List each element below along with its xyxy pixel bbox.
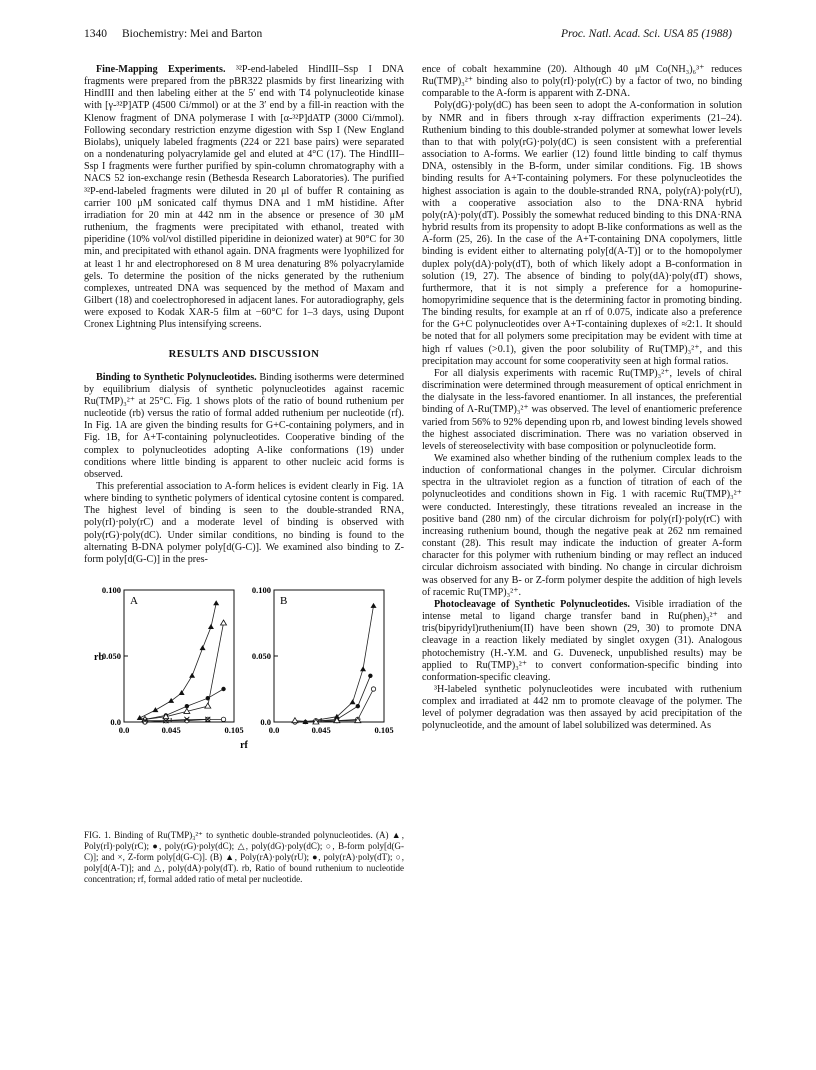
polydg-paragraph: Poly(dG)·poly(dC) has been seen to adopt the A-conformation in solution by NMR and in fibers through x-ray diffraction experiments (21–24). Ruthenium binding to this double-stranded polymer at somewhat lower levels than to that with poly(rG)·poly(dC) is seen consistent with a preferential association to A-forms. We earlier (12) found little binding to calf thymus DNA, ostensibly in the B-form, under similar conditions. Fig. 1B shows binding results for A+T-containing polymers. For these polynucleotides the highest association is again to the double-stranded RNA, poly(rA)·poly(rU), with a cooperative association also to the DNA·RNA hybrid poly(rA)·poly(dT). Possibly the somewhat reduced binding to this DNA·RNA hybrid results from its propensity to adopt B-like conformations as well as the A-form (25, 26). In the case of the A+T-containing DNA copolymers, little binding is evident either to alternating poly[d(A-T)] or to the homopolymer duplex poly(dA)·poly(dT), both of which likely adopt a B-conformation in solution (19, 27). The absence of binding to poly(dA)·poly(dT) shows, furthermore, that it is not simply a preference for a homopurine-homopyrimidine sequence that is the determining factor in promoting binding. The binding results, for example at an rf of 0.075, indicate also a preference for the G+C polynucleotides over A+T-containing duplexes of ≈2:1. It should be noted that for all polymers some precipitation may be evident with time at high rf values (>0.1), given the poor solubility of Ru(TMP)₃²⁺, and this precipitation may account for some cooperativity seen at high formal ratios. [422, 100, 742, 367]
binding-paragraph [84, 372, 404, 481]
figure-1 [84, 572, 404, 828]
dialysis-paragraph: For all dialysis experiments with racemic Ru(TMP)₃²⁺, levels of chiral discrimination were determined through measurement of optical enrichment in the dialysate in the less-favored enantiomer. In all instances, the preferential binding of Λ-Ru(TMP)₃²⁺ was observed. The level of enantiomeric preference varied from 56% to 92% depending upon rb, and lowest binding levels showed the highest associated discrimination. There was no variation observed in levels of stereoselectivity with base composition or polynucleotide form. [422, 367, 742, 452]
fine-mapping-paragraph [84, 64, 404, 331]
data-point-filled-circle [221, 687, 225, 691]
data-point-filled-triangle [179, 690, 185, 695]
left-column [84, 64, 404, 885]
page-number: 1340 [84, 28, 107, 40]
series-curve-filled-circle [305, 676, 370, 722]
y-tick-label-B: 0.0 [260, 717, 271, 728]
binding-heading: Binding to Synthetic Polynucleotides. [96, 371, 257, 383]
data-point-open-triangle [221, 620, 227, 625]
panel-letter-B: B [280, 595, 288, 608]
photocleavage-text: Visible irradiation of the intense metal to ligand charge transfer band in Ru(phen)₃²⁺ and tris(bipyridyl)ruthenium(II) have been shown (29, 30) to promote DNA cleavage in a reaction likely mediated by singlet oxygen (31). Analogous photochemistry (H.-Y.M. and G. Duveneck, unpublished results) may be applied to Ru(TMP)₃²⁺ to convert conformation-specific binding into conformation-specific cleaving. [422, 598, 742, 683]
data-point-filled-triangle [168, 698, 174, 703]
x-tick-label-B: 0.045 [311, 725, 331, 736]
data-point-open-triangle [205, 703, 211, 708]
figure-caption: FIG. 1. Binding of Ru(TMP)₃²⁺ to synthetic double-stranded polynucleotides. (A) ▲, Poly(rI)·poly(rC); ●, poly(rG)·poly(dC); △, poly(dG)·poly(dC); ○, B-form poly[d(G-C)]; and ×, Z-form poly[d(G-C)]. (B) ▲, Poly(rA)·poly(rU); ●, poly(rA)·poly(dT); ○, poly[d(A-T)]; and △, poly(dA)·poly(dT). rb, Ratio of bound ruthenium to nucleotide concentration; rf, formal added ratio of metal per nucleotide. [84, 830, 404, 885]
right-column [422, 64, 742, 733]
data-point-filled-triangle [137, 715, 143, 720]
x-axis-label: rf [240, 740, 248, 752]
photocleavage-paragraph [422, 599, 742, 684]
page-header [84, 28, 732, 44]
data-point-filled-triangle [350, 699, 356, 704]
data-point-filled-triangle [360, 666, 366, 671]
x-tick-label-A: 0.045 [161, 725, 181, 736]
data-point-filled-triangle [208, 624, 214, 629]
binding-text: Binding isotherms were determined by equilibrium dialysis of synthetic polynucleotides against racemic Ru(TMP)₃²⁺ at 25°C. Fig. 1 shows plots of the ratio of bound ruthenium per nucleotide (rb) versus the ratio of formal added ruthenium per nucleotide (rf). In Fig. 1A are given the binding results for G+C-containing polymers, and in Fig. 1B, for A+T-containing polynucleotides. Cooperative binding of the complex to polynucleotides adopting A-like conformations (19) under conditions where little binding is apparent to other nucleic acid forms is observed. [84, 371, 404, 480]
y-axis-label-A: rb [94, 652, 104, 664]
series-curve-filled-circle [145, 689, 224, 719]
data-point-open-circle [371, 687, 375, 691]
data-point-filled-triangle [213, 600, 219, 605]
data-point-filled-circle [368, 674, 372, 678]
y-tick-label-B: 0.100 [251, 585, 271, 596]
x-tick-label-B: 0.0 [268, 725, 280, 736]
data-point-filled-triangle [152, 707, 158, 712]
y-tick-label-A: 0.0 [110, 717, 121, 728]
series-curve-filled-triangle [305, 606, 373, 722]
section-title: RESULTS AND DISCUSSION [168, 349, 320, 361]
aform-paragraph: This preferential association to A-form helices is evident clearly in Fig. 1A where binding to synthetic polymers of identical cytosine content is compared. The highest level of binding is seen to the double-stranded RNA, poly(rI)·poly(rC) and a moderate level of binding is observed with poly(rG)·poly(dC). Under similar conditions, no binding is found to the alternating B-DNA polymer poly[d(G-C)]. We examined also binding to Z-form poly[d(G-C)] in the pres- [84, 481, 404, 565]
series-curve-filled-triangle [140, 603, 217, 718]
cd-paragraph: We examined also whether binding of the ruthenium complex leads to the induction of conformational changes in the polymer. Circular dichroism spectra in the ultraviolet region as a function of titration of each of the polynucleotides and conditions shown in Fig. 1 with racemic Ru(TMP)₃²⁺ were conducted. Interestingly, these titrations revealed an increase in the positive band (280 nm) of the circular dichroism for poly(rI)·poly(rC) with increasing ruthenium bound, though the negative peak at 262 nm remained constant (28). This result may indicate the induction of greater A-form character for this polymer with ruthenium binding or may reflect an induced circular dichroism associated with binding. No change in circular dichroism was observed for any B- or Z-form polymer despite the addition of high levels of racemic Ru(TMP)₃²⁺. [422, 453, 742, 598]
data-point-open-triangle [292, 718, 298, 723]
data-point-filled-triangle [371, 603, 377, 608]
x-tick-label-A: 0.105 [224, 725, 244, 736]
data-point-filled-triangle [200, 645, 206, 650]
continued-paragraph: ence of cobalt hexammine (20). Although 40 μM Co(NH₃)₆³⁺ reduces Ru(TMP)₃²⁺ binding also to poly(rI)·poly(rC) by a factor of two, no binding comparable to the A-form is apparent with Z-DNA. [422, 64, 742, 100]
y-tick-label-B: 0.050 [251, 651, 271, 662]
journal-section: Biochemistry: Mei and Barton [122, 28, 263, 40]
panel-frame-B [274, 590, 384, 722]
figure-1-plot [84, 572, 404, 828]
journal-citation: Proc. Natl. Acad. Sci. USA 85 (1988) [561, 28, 732, 40]
photocleavage-heading: Photocleavage of Synthetic Polynucleotides. [434, 598, 630, 610]
x-tick-label-A: 0.0 [118, 725, 130, 736]
fine-mapping-text: ³²P-end-labeled HindIII–Ssp I DNA fragments were prepared from the pBR322 plasmids by first linearizing with HindIII and then labeling either at the 5′ end with T4 polynucleotide kinase with [γ-³²P]ATP (4500 Ci/mmol) or at the 3′ end by a fill-in reaction with the Klenow fragment of DNA polymerase I with [α-³²P]dATP (3000 Ci/mmol). Following secondary restriction enzyme digestion with Ssp I (New England Biolabs), uniquely labeled fragments (224 or 221 base pairs) were separated on a nondenaturing polyacrylamide gel and eluted at 4°C (17). The HindIII–Ssp I fragments were further purified by spin-column chromatography with a NACS 52 ion-exchange resin (Bethesda Research Laboratories). The purified ³²P-end-labeled fragments were diluted in 20 μl of buffer R containing as carrier 100 μM sonicated calf thymus DNA and 1 mM histidine. After irradiation for 20 min at 442 nm in the absence or presence of 30 μM ruthenium, the fragments were precipitated with ethanol, treated with piperidine (10% vol/vol distilled piperidine in deionized water) at 90°C for 30 min, and precipitated with ethanol again. DNA fragments were lyophilized for at least 1 hr and electrophoresed on 8 M urea denaturing 8% polyacrylamide gels. To determine the position of the nicks generated by the ruthenium complexes, untreated DNA was sequenced by the method of Maxam and Gilbert (18) and coelectrophoresed in adjacent lanes. For autoradiography, gels were exposed to Kodak XAR-5 film at −60°C for 1–3 days, using Dupont Cronex Lightning Plus intensifying screens. [84, 64, 405, 331]
y-tick-label-A: 0.050 [101, 651, 121, 662]
data-point-filled-circle [303, 720, 307, 724]
fine-mapping-heading: Fine-Mapping Experiments. [96, 64, 226, 75]
x-tick-label-B: 0.105 [374, 725, 394, 736]
data-point-filled-triangle [189, 673, 195, 678]
data-point-open-circle [221, 717, 225, 721]
y-tick-label-A: 0.100 [101, 585, 121, 596]
series-curve-open-triangle [145, 623, 224, 719]
data-point-filled-circle [356, 704, 360, 708]
panel-letter-A: A [130, 595, 138, 608]
label-paragraph: ³H-labeled synthetic polynucleotides were incubated with ruthenium complex and irradiated at 442 nm to promote cleavage of the polymer. The level of polymer degradation was then assayed by acid precipitation of the polynucleotide, and the amount of label solubilized was determined. As [422, 683, 742, 732]
